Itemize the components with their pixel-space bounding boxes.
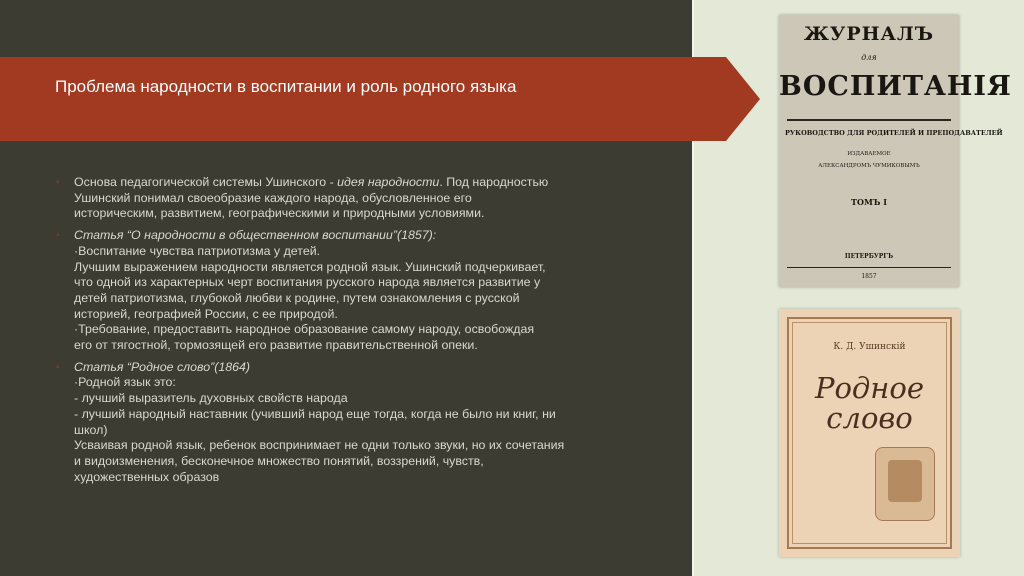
journal-rule-bottom (787, 267, 951, 268)
journal-title-line1: ЖУРНАЛЪ (803, 23, 935, 45)
paragraph-line (74, 175, 644, 191)
paragraph-line (74, 454, 644, 470)
paragraph-line (74, 260, 644, 276)
text-segment: Лучшим выражением народности является родной язык. Ушинский подчеркивает, (74, 259, 546, 274)
text-segment: историческим, развитием, географическими и природными условиями. (74, 206, 485, 221)
text-segment: идея народности (337, 175, 440, 189)
paragraph-line (74, 322, 644, 338)
journal-publisher: АЛЕКСАНДРОМЪ ЧУМИКОВЫМЪ (818, 163, 920, 169)
rodnoe-slovo-cover-image (779, 309, 960, 557)
bullet-marker: ◦ (56, 361, 60, 373)
paragraph-line (74, 407, 644, 423)
journal-cover-image (779, 15, 1012, 287)
text-segment: Ушинский понимал своеобразие каждого народа, обусловленное его (74, 190, 472, 205)
paragraph-line (74, 360, 644, 376)
paragraph-line (74, 206, 644, 222)
text-segment: Статья “О народности в общественном воспитании”(1857): (74, 228, 437, 243)
bullet-paragraph (56, 228, 644, 354)
paragraph-line (74, 375, 644, 391)
journal-tome: ТОМЪ I (851, 197, 887, 207)
paragraph-line (74, 423, 644, 439)
journal-year: 1857 (861, 273, 877, 280)
book-title-line1: Родное (814, 371, 925, 405)
illustration-figure (888, 460, 922, 502)
book-author: К. Д. Ушинскій (833, 342, 906, 352)
journal-city: ПЕТЕРБУРГЪ (844, 253, 894, 260)
text-segment: его от тягостной, тормозящей его развитие правительственной опеки. (74, 338, 478, 353)
paragraph-line (74, 438, 644, 454)
journal-subtitle: РУКОВОДСТВО ДЛЯ РОДИТЕЛЕЙ И ПРЕПОДАВАТЕЛЕЙ (785, 129, 1003, 137)
text-segment: и видоизменения, бесконечное множество понятий, воззрений, чувств, (74, 453, 484, 468)
bullet-paragraph (56, 175, 644, 222)
text-segment: - лучший народный наставник (учивший народ еще тогда, когда не было ни книг, ни (74, 406, 556, 421)
text-segment: Усваивая родной язык, ребенок воспринимает не одни только звуки, но их сочетания (74, 438, 565, 453)
cover-illustration (875, 447, 935, 521)
bullet-paragraph (56, 360, 644, 486)
journal-rule-top (787, 119, 951, 121)
paragraph-line (74, 470, 644, 486)
bullet-marker: ◦ (56, 177, 60, 188)
title-banner (0, 57, 760, 141)
paragraph-line (74, 391, 644, 407)
text-segment: историей, географией России, с ее природой. (74, 306, 338, 321)
text-segment: детей патриотизма, глубокой любви к родине, путем ознакомления с русской (74, 290, 520, 305)
paragraph-line (74, 275, 644, 291)
book-title (779, 373, 960, 433)
slide-body (56, 175, 644, 491)
slide-title: Проблема народности в воспитании и роль родного языка (55, 77, 517, 96)
text-segment: . Под народностью (439, 175, 549, 189)
text-segment: художественных образов (74, 469, 220, 484)
text-segment: Статья “Родное слово”(1864) (74, 359, 251, 374)
paragraph-line (74, 191, 644, 207)
journal-publisher-label: ИЗДАВАЕМОЕ (847, 151, 891, 157)
text-segment: что одной из характерных черт воспитания русского народа является развитие у (74, 275, 541, 290)
bullet-marker: ◦ (56, 230, 60, 242)
text-segment: ·Воспитание чувства патриотизма у детей. (74, 243, 321, 258)
book-title-line2: слово (826, 401, 913, 435)
text-segment: Основа педагогической системы Ушинского - (74, 175, 338, 189)
paragraph-line (74, 338, 644, 354)
paragraph-line (74, 307, 644, 323)
text-segment: школ) (74, 422, 108, 437)
paragraph-line (74, 244, 644, 260)
journal-title-line3: ВОСПИТАНІЯ (779, 71, 1012, 102)
paragraph-line (74, 228, 644, 244)
text-segment: - лучший выразитель духовных свойств народа (74, 391, 348, 406)
text-segment: ·Родной язык это: (74, 375, 176, 390)
journal-title-line2: для (861, 53, 877, 62)
text-segment: ·Требование, предоставить народное образование самому народу, освобождая (74, 322, 535, 337)
paragraph-line (74, 291, 644, 307)
